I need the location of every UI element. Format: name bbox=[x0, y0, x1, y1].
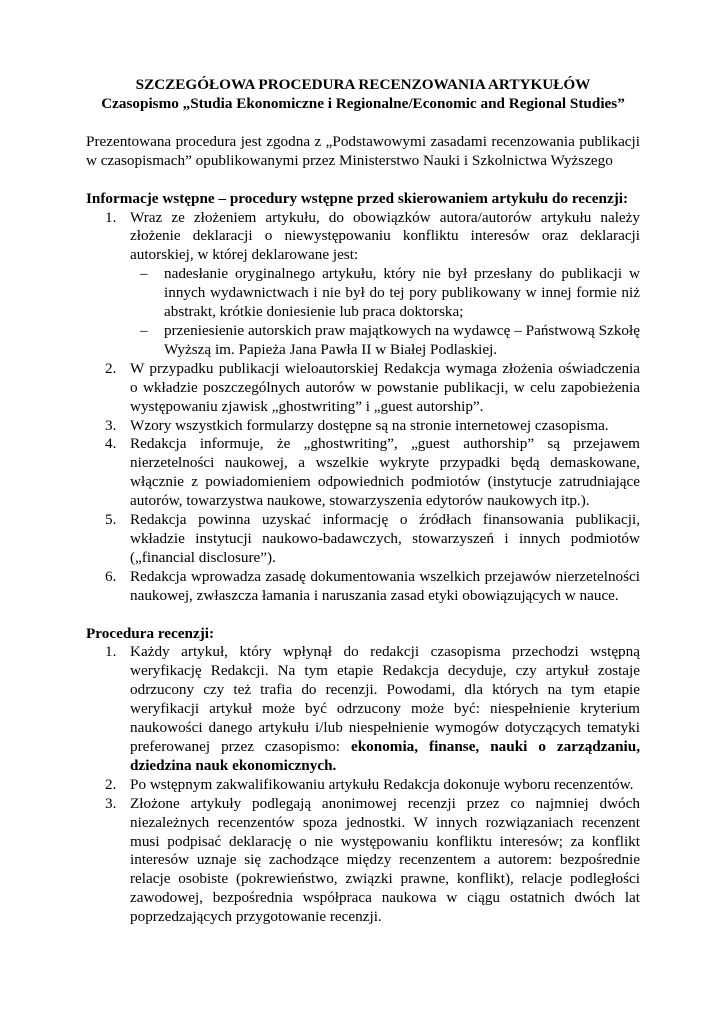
sub-item-text: przeniesienie autorskich praw majątkowych na wydawcę – Państwową Szkołę Wyższą im. Papieża Jana Pawła II w Białej Podlaskiej. bbox=[164, 321, 640, 358]
dash-bullet: – bbox=[140, 321, 148, 339]
item-number: 1. bbox=[105, 643, 117, 661]
item-text: Redakcja powinna uzyskać informację o źródłach finansowania publikacji, wkładzie instytucji naukowo-badawczych, stowarzyszeń i innych podmiotów („financial disclosure”). bbox=[130, 511, 640, 566]
item-text: Po wstępnym zakwalifikowaniu artykułu Redakcja dokonuje wyboru recenzentów. bbox=[130, 775, 634, 793]
list-item bbox=[86, 360, 640, 417]
preliminary-list bbox=[86, 209, 640, 606]
item-text: Redakcja wprowadza zasadę dokumentowania wszelkich przejawów nierzetelności naukowej, zwłaszcza łamania i naruszania zasad etyki obowiązujących w nauce. bbox=[130, 567, 640, 604]
item-text: Wraz ze złożeniem artykułu, do obowiązków autora/autorów artykułu należy złożenie deklaracji o niewystępowaniu konfliktu interesów oraz deklaracji autorskiej, w której deklarowane jest: bbox=[130, 208, 640, 264]
item-number: 2. bbox=[105, 359, 117, 377]
item-number: 6. bbox=[105, 567, 117, 585]
list-item bbox=[86, 568, 640, 606]
intro-paragraph: Prezentowana procedura jest zgodna z „Podstawowymi zasadami recenzowania publikacji w czasopismach” opublikowanymi przez Ministerstwo Nauki i Szkolnictwa Wyższego bbox=[86, 132, 640, 169]
sub-item-text: nadesłanie oryginalnego artykułu, który nie był przesłany do publikacji w innych wydawnictwach i nie był do tej pory publikowany w innej formie niż abstrakt, krótkie doniesienie lub praca doktorska; bbox=[164, 265, 640, 321]
review-procedure-list bbox=[86, 643, 640, 927]
list-item bbox=[86, 643, 640, 775]
section-heading-review: Procedura recenzji: bbox=[86, 624, 215, 642]
item-number: 3. bbox=[105, 794, 117, 812]
dash-bullet: – bbox=[140, 265, 148, 283]
item-text: Każdy artykuł, który wpłynął do redakcji czasopisma przechodzi wstępną weryfikację Redakcji. Na tym etapie Redakcja decyduje, czy artykuł zostaje odrzucony czy też trafia do recenzji. Powodami, dla których na tym etapie weryfikacji artykuł może być odrzucony może być: niespełnienie kryterium naukowości danego artykułu i/lub niespełnienie wymogów dotyczących tematyki preferowanej przez czasopismo: bbox=[130, 643, 640, 755]
title-line-2: Czasopismo „Studia Ekonomiczne i Regionalne/Economic and Regional Studies” bbox=[101, 94, 625, 112]
document-page bbox=[86, 76, 640, 927]
item-bold-text: ekonomia, finanse, nauki o zarządzaniu, dziedzina nauk ekonomicznych. bbox=[130, 738, 640, 774]
item-number: 1. bbox=[105, 208, 117, 226]
item-text: Redakcja informuje, że „ghostwriting”, „guest authorship” są przejawem nierzetelności naukowej, a wszelkie wykryte przypadki będą demaskowane, włącznie z powiadomieniem odpowiednich podmiotów (instytucje zatrudniające autorów, towarzystwa naukowe, stowarzyszenia edytorów naukowych itp.). bbox=[130, 435, 640, 510]
sub-list bbox=[130, 265, 640, 360]
item-number: 3. bbox=[105, 416, 117, 434]
list-item bbox=[86, 417, 640, 436]
list-item bbox=[86, 511, 640, 568]
list-item bbox=[86, 435, 640, 511]
sub-list-item bbox=[130, 322, 640, 360]
list-item bbox=[86, 795, 640, 927]
sub-list-item bbox=[130, 265, 640, 322]
list-item bbox=[86, 776, 640, 795]
item-number: 2. bbox=[105, 775, 117, 793]
section-heading-preliminary: Informacje wstępne – procedury wstępne przed skierowaniem artykułu do recenzji: bbox=[86, 189, 629, 207]
item-number: 4. bbox=[105, 435, 117, 453]
list-item bbox=[86, 209, 640, 360]
title-line-1: SZCZEGÓŁOWA PROCEDURA RECENZOWANIA ARTYKUŁÓW bbox=[135, 76, 591, 93]
item-text: Złożone artykuły podlegają anonimowej recenzji przez co najmniej dwóch niezależnych recenzentów spoza jednostki. W innych rozwiązaniach recenzent musi podpisać deklarację o nie występowaniu konfliktu interesów; za konflikt interesów uznaje się zachodzące między recenzentem a autorem: bezpośrednie relacje osobiste (pokrewieństwo, związki prawne, konflikt), relacje podległości zawodowej, bezpośrednia współpraca naukowa w ciągu ostatnich dwóch lat poprzedzających przygotowanie recenzji. bbox=[130, 794, 640, 926]
item-number: 5. bbox=[105, 511, 117, 529]
item-text: Wzory wszystkich formularzy dostępne są na stronie internetowej czasopisma. bbox=[130, 416, 609, 434]
item-text: W przypadku publikacji wieloautorskiej Redakcja wymaga złożenia oświadczenia o wkładzie poszczególnych autorów w powstanie publikacji, w celu zapobieżenia występowaniu zjawisk „ghostwriting” i „guest autorship”. bbox=[130, 359, 640, 415]
document-title bbox=[86, 76, 640, 114]
